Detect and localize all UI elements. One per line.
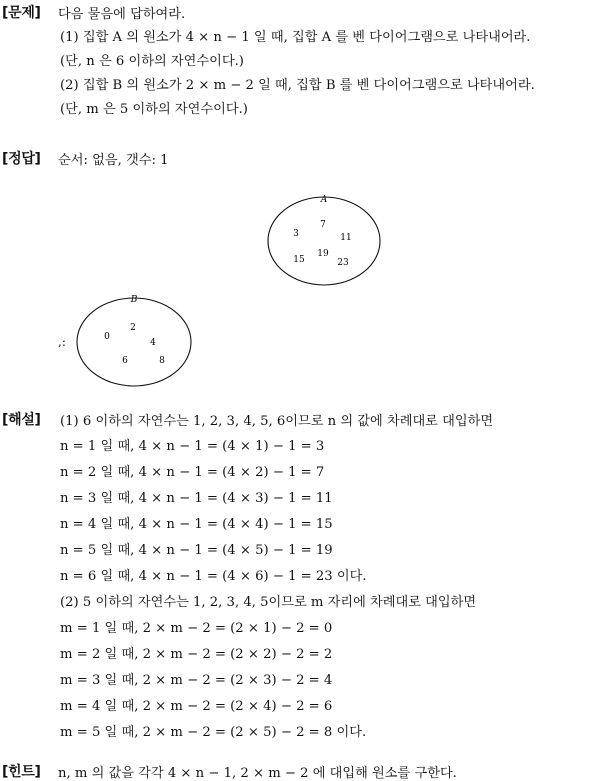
- explanation-line: m = 4 일 때, 2 × m − 2 = (2 × 4) − 2 = 6: [60, 699, 333, 714]
- venn-a-element: 11: [340, 233, 352, 243]
- explanation-line: (1) 6 이하의 자연수는 1, 2, 3, 4, 5, 6이므로 n 의 값에 차례대로 대입하면: [60, 414, 494, 429]
- venn-a-ellipse: [268, 197, 380, 285]
- venn-a-element: 3: [293, 229, 299, 239]
- problem-line-4: (2) 집합 B 의 원소가 2 × m − 2 일 때, 집합 B 를 벤 다이어그램으로 나타내어라.: [60, 78, 535, 93]
- venn-b-ellipse: [77, 298, 191, 386]
- venn-a-element: 23: [337, 258, 349, 268]
- answer-separator: ,:: [58, 335, 66, 349]
- explanation-line: m = 1 일 때, 2 × m − 2 = (2 × 1) − 2 = 0: [60, 621, 333, 636]
- explanation-line: m = 2 일 때, 2 × m − 2 = (2 × 2) − 2 = 2: [60, 647, 333, 662]
- problem-line-3: (단, n 은 6 이하의 자연수이다.): [60, 54, 244, 69]
- explanation-line: (2) 5 이하의 자연수는 1, 2, 3, 4, 5이므로 m 자리에 차례대로 대입하면: [60, 595, 477, 610]
- explanation-line: n = 1 일 때, 4 × n − 1 = (4 × 1) − 1 = 3: [60, 439, 325, 454]
- venn-b-element: 8: [159, 356, 165, 366]
- venn-diagram-a: [262, 190, 388, 292]
- explanation-line: n = 6 일 때, 4 × n − 1 = (4 × 6) − 1 = 23 이다.: [60, 569, 367, 584]
- venn-a-label: A: [320, 195, 328, 205]
- venn-a-element: 19: [317, 249, 329, 259]
- venn-b-element: 0: [104, 332, 110, 342]
- explanation-tag: [해설]: [2, 412, 41, 428]
- venn-b-element: 2: [130, 323, 136, 333]
- venn-a-element: 7: [320, 220, 326, 230]
- problem-line-1: 다음 물음에 답하여라.: [58, 7, 186, 22]
- answer-tag: [정답]: [2, 151, 41, 167]
- venn-a-element: 15: [293, 255, 305, 265]
- explanation-line: n = 5 일 때, 4 × n − 1 = (4 × 5) − 1 = 19: [60, 543, 333, 558]
- venn-b-label: B: [130, 295, 138, 305]
- hint-tag: [힌트]: [2, 764, 41, 780]
- explanation-line: m = 3 일 때, 2 × m − 2 = (2 × 3) − 2 = 4: [60, 673, 333, 688]
- problem-tag: [문제]: [2, 5, 41, 21]
- explanation-line: m = 5 일 때, 2 × m − 2 = (2 × 5) − 2 = 8 이다.: [60, 725, 367, 740]
- hint-text: n, m 의 값을 각각 4 × n − 1, 2 × m − 2 에 대입해 원소를 구한다.: [58, 766, 457, 781]
- venn-b-element: 6: [122, 356, 128, 366]
- problem-line-2: (1) 집합 A 의 원소가 4 × n − 1 일 때, 집합 A 를 벤 다이어그램으로 나타내어라.: [60, 30, 531, 45]
- answer-text: 순서: 없음, 갯수: 1: [58, 153, 169, 168]
- explanation-line: n = 3 일 때, 4 × n − 1 = (4 × 3) − 1 = 11: [60, 491, 333, 506]
- venn-diagram-b: [72, 290, 198, 392]
- explanation-line: n = 4 일 때, 4 × n − 1 = (4 × 4) − 1 = 15: [60, 517, 333, 532]
- explanation-line: n = 2 일 때, 4 × n − 1 = (4 × 2) − 1 = 7: [60, 465, 325, 480]
- problem-line-5: (단, m 은 5 이하의 자연수이다.): [60, 102, 248, 117]
- venn-b-element: 4: [150, 338, 156, 348]
